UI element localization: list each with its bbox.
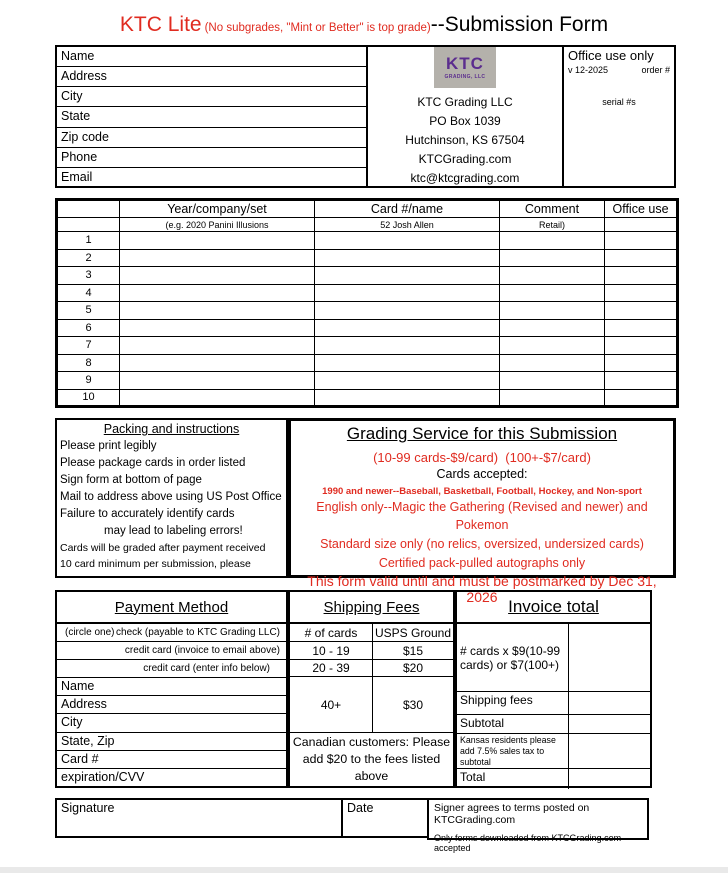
- invoice-title-row: [457, 592, 650, 624]
- state-field: State: [57, 107, 366, 127]
- card-cell: [315, 337, 500, 355]
- comment-cell: [500, 284, 605, 302]
- year-cell: [120, 389, 315, 407]
- logo-text: KTC: [446, 54, 484, 73]
- subtotal-value-cell: [569, 715, 650, 734]
- comment-cell: [500, 267, 605, 285]
- example-comment-cell: Retail): [500, 218, 605, 232]
- city-field: City: [57, 87, 366, 107]
- card-table-header-row: [57, 200, 678, 218]
- packing-line: Mail to address above using US Post Office: [60, 491, 282, 503]
- contact-fields: [57, 47, 368, 188]
- year-cell: [120, 232, 315, 250]
- cc-name-field: Name: [57, 678, 286, 696]
- year-cell: [120, 302, 315, 320]
- order-number-label: order #: [641, 65, 670, 75]
- note-line: Canadian customers: Please: [292, 735, 451, 749]
- tax-value-cell: [569, 734, 650, 769]
- cc-city-field: City: [57, 714, 286, 732]
- usps-ground-header: USPS Ground: [373, 624, 453, 642]
- page-title: [0, 13, 728, 37]
- title-subtitle: (No subgrades, "Mint or Better" is top grade): [204, 22, 431, 34]
- comment-cell: [500, 389, 605, 407]
- logo-subtext: GRADING, LLC: [444, 74, 486, 80]
- office-use-header: Office use: [605, 200, 678, 218]
- card-cell: [315, 232, 500, 250]
- circle-one-label: (circle one): [65, 627, 115, 638]
- row-number: 8: [57, 354, 120, 372]
- shipping-fees-table: [290, 624, 453, 786]
- row-number: 2: [57, 249, 120, 267]
- office-cell: [605, 372, 678, 390]
- office-use-box: [564, 47, 674, 188]
- shipping-title: Shipping Fees: [323, 598, 420, 616]
- grading-rule: Certified pack-pulled autographs only: [378, 556, 586, 570]
- terms-box: [427, 798, 649, 853]
- comment-cell: [500, 232, 605, 250]
- card-list-table: [55, 198, 679, 408]
- packing-line: may lead to labeling errors!: [104, 525, 243, 537]
- card-row: [57, 232, 678, 250]
- year-cell: [120, 337, 315, 355]
- tier-2-fee: $20: [373, 660, 453, 677]
- office-meta-row: [568, 65, 670, 75]
- packing-instructions-box: [55, 418, 288, 578]
- cc-address-field: Address: [57, 696, 286, 714]
- card-cell: [315, 284, 500, 302]
- terms-download-line: Only forms downloaded from KTCGrading.com accepted: [434, 833, 622, 853]
- card-row: [57, 284, 678, 302]
- kansas-tax-label: Kansas residents please add 7.5% sales tax to subtotal: [457, 734, 569, 769]
- grading-pricing: (10-99 cards-$9/card) (100+-$7/card): [373, 450, 591, 465]
- invoice-table: [457, 624, 650, 789]
- card-row: [57, 389, 678, 407]
- subtotal-label: Subtotal: [457, 715, 569, 734]
- title-suffix: --Submission Form: [430, 13, 609, 36]
- shipping-fees-box: [288, 590, 455, 788]
- card-cell: [315, 319, 500, 337]
- card-name-header: Card #/name: [315, 200, 500, 218]
- company-name: KTC Grading LLC: [417, 95, 513, 109]
- company-city: Hutchinson, KS 67504: [405, 133, 525, 147]
- payment-option-check: [57, 624, 286, 642]
- payment-title: Payment Method: [114, 598, 229, 616]
- terms-agreement-line: Signer agrees to terms posted on KTCGrading.com: [434, 802, 590, 826]
- example-number-cell: [57, 218, 120, 232]
- packing-line: Please print legibly: [60, 440, 157, 452]
- office-cell: [605, 389, 678, 407]
- comment-cell: [500, 372, 605, 390]
- signature-field: Signature: [55, 798, 343, 838]
- ktc-logo: [434, 47, 496, 88]
- option-cc-below-label: credit card (enter info below): [143, 663, 270, 674]
- grading-rule: Standard size only (no relics, oversized, undersized cards): [320, 537, 644, 551]
- cards-accepted-label: Cards accepted:: [436, 467, 528, 481]
- cards-cost-value-cell: [569, 624, 650, 692]
- comment-cell: [500, 354, 605, 372]
- page-bottom-edge: [0, 867, 728, 873]
- office-cell: [605, 249, 678, 267]
- company-email: ktc@ktcgrading.com: [410, 171, 520, 185]
- company-po-box: PO Box 1039: [429, 114, 501, 128]
- serial-numbers-label: serial #s: [602, 97, 636, 107]
- packing-title: Packing and instructions: [103, 422, 240, 436]
- example-office-cell: [605, 218, 678, 232]
- note-line: add $20 to the fees listed: [302, 752, 441, 766]
- card-cell: [315, 302, 500, 320]
- option-check-label: check (payable to KTC Grading LLC): [116, 627, 280, 638]
- phone-field: Phone: [57, 148, 366, 168]
- card-row: [57, 319, 678, 337]
- comment-cell: [500, 319, 605, 337]
- signature-section: [55, 798, 649, 853]
- submitter-info-box: [55, 45, 676, 188]
- card-cell: [315, 249, 500, 267]
- office-cell: [605, 354, 678, 372]
- year-cell: [120, 319, 315, 337]
- shipping-title-row: [290, 592, 453, 624]
- accepted-sports-line: 1990 and newer--Baseball, Basketball, Football, Hockey, and Non-sport: [322, 486, 642, 497]
- tier-3-range: 40+: [290, 677, 373, 733]
- office-cell: [605, 337, 678, 355]
- company-website: KTCGrading.com: [418, 152, 512, 166]
- packing-line: Please package cards in order listed: [60, 457, 246, 469]
- cc-state-zip-field: State, Zip: [57, 733, 286, 751]
- invoice-total-box: [455, 590, 652, 788]
- cc-expiration-cvv-field: expiration/CVV: [61, 769, 145, 784]
- comment-cell: [500, 249, 605, 267]
- card-row: [57, 337, 678, 355]
- card-cell: [315, 389, 500, 407]
- total-value-cell: [569, 769, 650, 789]
- payment-option-cc-below: [57, 660, 286, 678]
- card-cell: [315, 267, 500, 285]
- address-field: Address: [57, 67, 366, 87]
- example-year-cell: (e.g. 2020 Panini Illusions: [120, 218, 315, 232]
- shipping-fees-value-cell: [569, 692, 650, 715]
- name-field: Name: [57, 47, 366, 67]
- packing-line: Sign form at bottom of page: [60, 474, 202, 486]
- example-card-cell: 52 Josh Allen: [315, 218, 500, 232]
- year-cell: [120, 284, 315, 302]
- grading-rule: English only--Magic the Gathering (Revised and newer) and Pokemon: [316, 500, 648, 532]
- card-row: [57, 372, 678, 390]
- note-line: above: [354, 769, 389, 783]
- office-cell: [605, 302, 678, 320]
- grading-title: Grading Service for this Submission: [346, 424, 618, 443]
- card-cell: [315, 354, 500, 372]
- zip-field: Zip code: [57, 128, 366, 148]
- year-cell: [120, 372, 315, 390]
- row-number: 6: [57, 319, 120, 337]
- year-cell: [120, 267, 315, 285]
- office-cell: [605, 267, 678, 285]
- packing-line: Failure to accurately identify cards: [60, 508, 235, 520]
- num-cards-header: # of cards: [290, 624, 373, 642]
- email-field: Email: [61, 169, 93, 184]
- card-row: [57, 267, 678, 285]
- row-number: 1: [57, 232, 120, 250]
- packing-line-small: 10 card minimum per submission, please: [60, 558, 251, 570]
- tier-2-range: 20 - 39: [290, 660, 373, 677]
- year-cell: [120, 249, 315, 267]
- year-header: Year/company/set: [120, 200, 315, 218]
- payment-option-cc-invoice: [57, 642, 286, 660]
- payment-method-box: [55, 590, 288, 788]
- comment-header: Comment: [500, 200, 605, 218]
- row-number: 3: [57, 267, 120, 285]
- row-number: 9: [57, 372, 120, 390]
- option-cc-invoice-label: credit card (invoice to email above): [124, 645, 280, 656]
- payment-title-row: [57, 592, 286, 624]
- office-cell: [605, 232, 678, 250]
- shipping-fees-label: Shipping fees: [457, 692, 569, 715]
- comment-cell: [500, 337, 605, 355]
- row-number-header: [57, 200, 120, 218]
- grading-service-box: [288, 418, 676, 605]
- row-number: 4: [57, 284, 120, 302]
- cards-cost-label: # cards x $9(10-99 cards) or $7(100+): [457, 624, 569, 692]
- office-cell: [605, 319, 678, 337]
- canadian-customers-note: [290, 733, 453, 786]
- card-row: [57, 302, 678, 320]
- row-number: 7: [57, 337, 120, 355]
- brand-name: KTC Lite: [119, 13, 202, 36]
- card-row: [57, 249, 678, 267]
- form-version: v 12-2025: [568, 65, 609, 75]
- office-use-title: Office use only: [568, 48, 654, 63]
- card-table-example-row: [57, 218, 678, 232]
- packing-line-small: Cards will be graded after payment received: [60, 542, 266, 554]
- office-cell: [605, 284, 678, 302]
- row-number: 5: [57, 302, 120, 320]
- card-cell: [315, 372, 500, 390]
- year-cell: [120, 354, 315, 372]
- card-row: [57, 354, 678, 372]
- row-number: 10: [57, 389, 120, 407]
- tier-1-fee: $15: [373, 642, 453, 660]
- total-label: Total: [457, 769, 569, 789]
- cc-number-field: Card #: [57, 751, 286, 769]
- form-validity-line: This form valid until and must be postmarked by Dec 31, 2026: [307, 573, 657, 605]
- tier-1-range: 10 - 19: [290, 642, 373, 660]
- comment-cell: [500, 302, 605, 320]
- date-field: Date: [341, 798, 429, 838]
- invoice-title: Invoice total: [508, 597, 599, 616]
- company-info: [368, 47, 564, 188]
- tier-3-fee: $30: [373, 677, 453, 733]
